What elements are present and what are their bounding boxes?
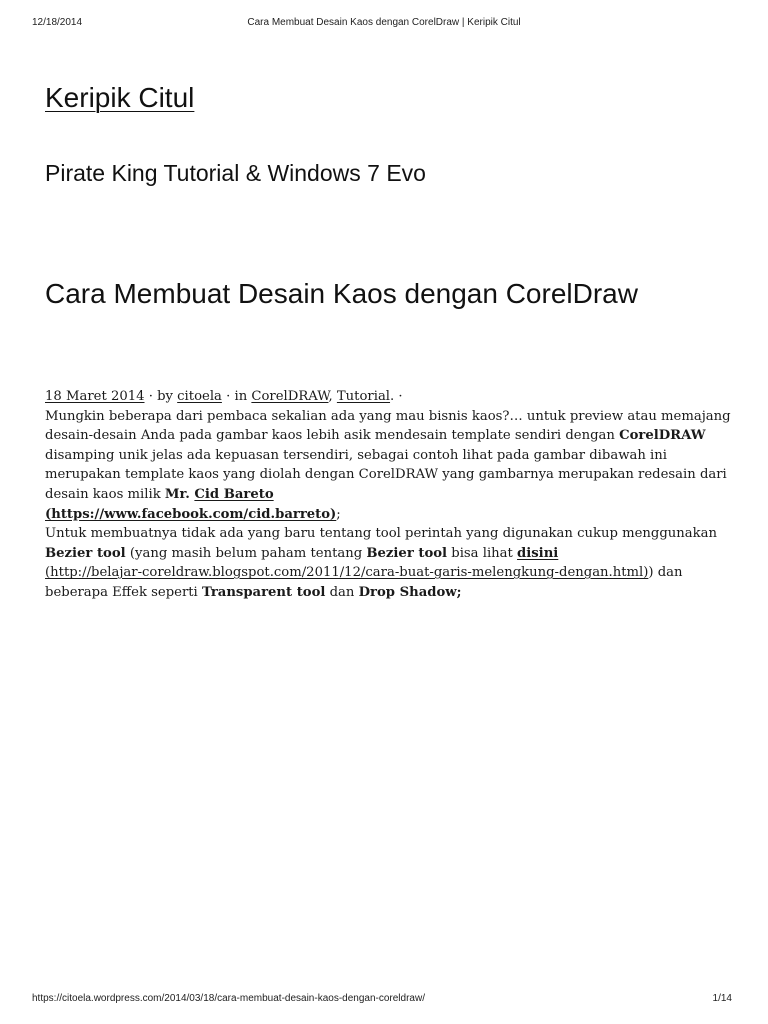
- tools-text-1: Untuk membuatnya tidak ada yang baru tentang tool perintah yang digunakan cukup menggunakan: [45, 526, 717, 542]
- intro-bold-coreldraw: CorelDRAW: [619, 428, 706, 444]
- intro-bold-mr: Mr.: [164, 486, 195, 502]
- meta-end: . ·: [390, 389, 403, 404]
- tools-text-3: bisa lihat: [447, 545, 518, 561]
- intro-text-3: ;: [336, 506, 341, 522]
- tools-bold-bezier-1: Bezier tool: [45, 545, 126, 561]
- tools-bold-bezier-2: Bezier tool: [366, 545, 448, 561]
- disini-link[interactable]: disini: [517, 545, 559, 561]
- category-link-coreldraw[interactable]: CorelDRAW: [251, 389, 329, 404]
- post-date-link[interactable]: 18 Maret 2014: [45, 389, 145, 404]
- tools-text-4: ) dan beberapa Effek seperti: [45, 565, 683, 600]
- category-link-tutorial[interactable]: Tutorial: [336, 389, 391, 404]
- page-number: 1/14: [712, 993, 732, 1004]
- tools-bold-drop-shadow: Drop Shadow;: [358, 584, 462, 600]
- print-date: 12/18/2014: [32, 17, 83, 28]
- site-tagline: Pirate King Tutorial & Windows 7 Evo: [45, 160, 426, 186]
- print-url: https://citoela.wordpress.com/2014/03/18/cara-membuat-desain-kaos-dengan-coreldraw/: [32, 993, 425, 1004]
- print-document-title: Cara Membuat Desain Kaos dengan CorelDraw | Keripik Citul: [247, 17, 521, 28]
- site-title-link[interactable]: Keripik Citul: [45, 82, 195, 113]
- intro-text-1: Mungkin beberapa dari pembaca sekalian ada yang mau bisnis kaos?… untuk preview atau memajang desain-desain Anda pada gambar kaos lebih asik mendesain template sendiri dengan: [45, 408, 731, 444]
- print-footer: [32, 993, 736, 1007]
- facebook-url-link[interactable]: (https://www.facebook.com/cid.barreto): [45, 506, 337, 522]
- tools-text-5: dan: [325, 584, 359, 600]
- paragraph-tools: [45, 524, 735, 602]
- post-meta: [45, 387, 735, 407]
- blogspot-url-link[interactable]: (http://belajar-coreldraw.blogspot.com/2011/12/cara-buat-garis-melengkung-dengan.html): [45, 565, 649, 581]
- print-header: [32, 17, 736, 31]
- author-link[interactable]: citoela: [177, 389, 222, 404]
- post-body: [45, 387, 735, 603]
- meta-separator-in: · in: [221, 389, 252, 404]
- tools-bold-transparent: Transparent tool: [201, 584, 326, 600]
- post-title: Cara Membuat Desain Kaos dengan CorelDraw: [45, 278, 638, 309]
- meta-comma: ,: [328, 389, 337, 404]
- intro-text-2: disamping unik jelas ada kepuasan tersendiri, sebagai contoh lihat pada gambar dibawah ini merupakan template kaos yang diolah dengan CorelDRAW yang gambarnya merupakan redesain dari desain kaos milik: [45, 447, 727, 502]
- meta-separator-by: · by: [144, 389, 178, 404]
- paragraph-intro: [45, 407, 735, 525]
- tools-text-2: (yang masih belum paham tentang: [125, 545, 367, 561]
- cid-bareto-link[interactable]: Cid Bareto: [194, 486, 274, 502]
